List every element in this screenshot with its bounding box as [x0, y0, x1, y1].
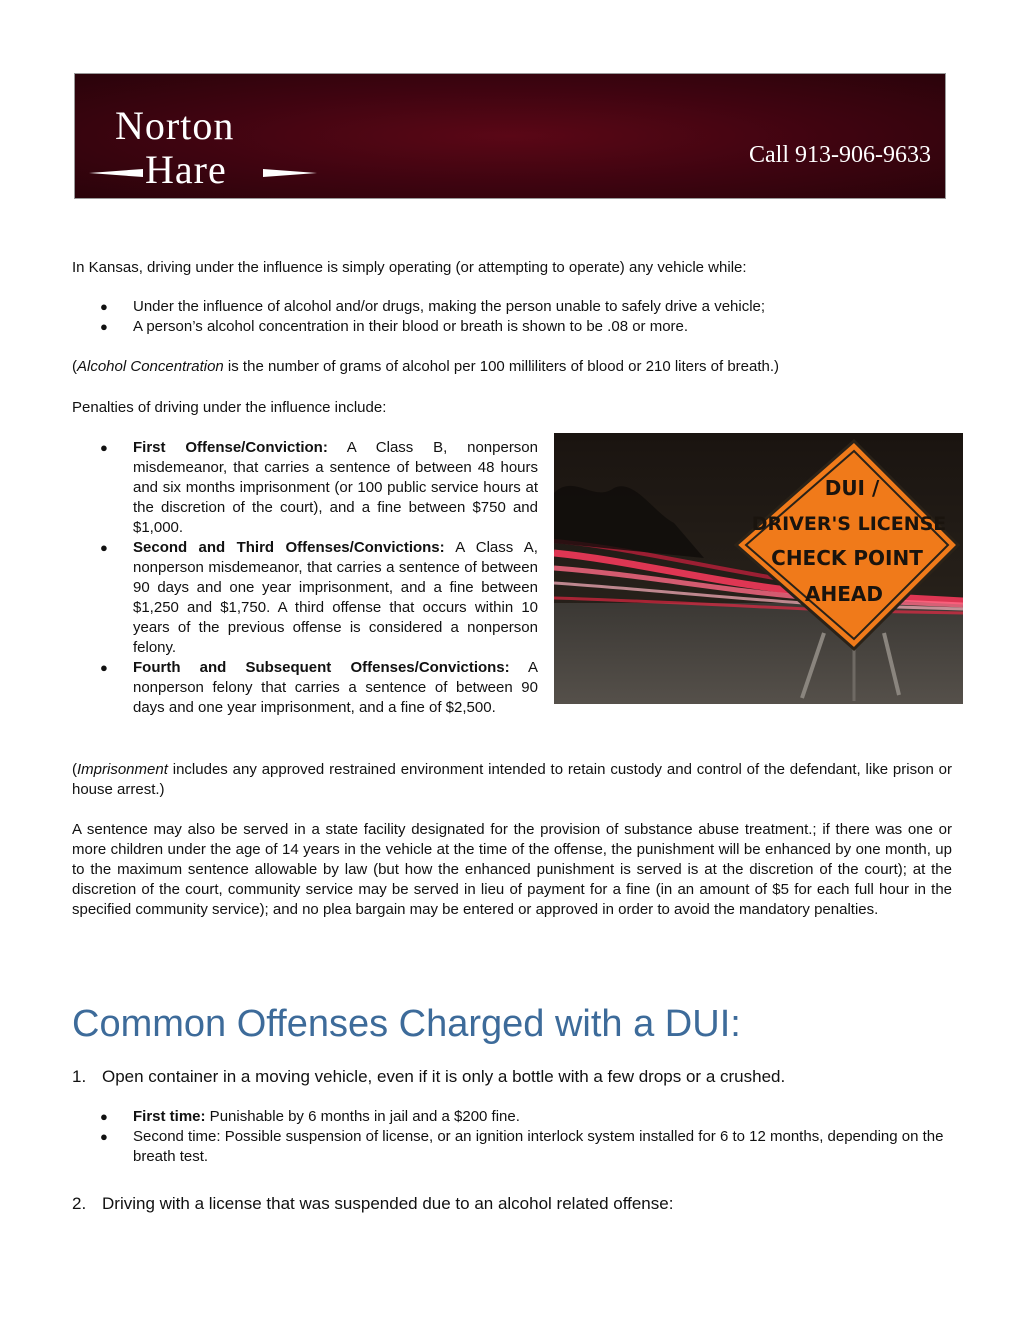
- paren-open: (: [72, 358, 77, 375]
- logo-text-top: Norton: [115, 103, 235, 148]
- header-banner: [74, 73, 946, 199]
- sign-line: AHEAD: [805, 582, 883, 606]
- intro-paragraph: In Kansas, driving under the influence is simply operating (or attempting to operate) any vehicle while:: [72, 259, 747, 276]
- item-number: 1.: [72, 1067, 87, 1086]
- offense-item-2: [72, 1193, 952, 1215]
- bullet-icon: ●: [100, 319, 108, 334]
- item-text: Punishable by 6 months in jail and a $200 fine.: [205, 1108, 520, 1125]
- sign-line: DRIVER'S LICENSE: [751, 513, 947, 535]
- list-item: [72, 297, 952, 317]
- sign-line: CHECK POINT: [771, 546, 923, 570]
- logo-arrow-right-icon: [263, 166, 317, 180]
- sentence-paragraph: A sentence may also be served in a state facility designated for the provision of substance abuse treatment.; if there was one or more children under the age of 14 years in the vehicle at the time of the offense, the punishment will be enhanced by one month, up to the maximum sentence allowable by law (but how the enhanced punishment is served is at the discretion of the court); at the discretion of the court, community service may be served in lieu of payment for a fine (in an amount of $5 for each full hour in the specified community service); and no plea bargain may be entered or approved in order to avoid the mandatory penalties.: [72, 821, 952, 918]
- list-item: [72, 1127, 952, 1167]
- logo-arrow-left-icon: [89, 166, 143, 180]
- bullet-icon: ●: [100, 540, 108, 555]
- logo-text-bottom: Hare: [145, 147, 227, 192]
- condition-text: Under the influence of alcohol and/or drugs, making the person unable to safely drive a vehicle;: [133, 298, 766, 315]
- checkpoint-scene: [554, 433, 963, 704]
- penalty-title: Second and Third Offenses/Convictions:: [133, 539, 445, 556]
- list-item: [72, 1107, 952, 1127]
- penalty-title: Fourth and Subsequent Offenses/Convictions:: [133, 659, 510, 676]
- penalty-text: A Class B, nonperson misdemeanor, that carries a sentence of between 48 hours and six months imprisonment (or 100 public service hours at the discretion of the court), and a fine between $750 and $1,000.: [133, 439, 538, 536]
- definition-text: includes any approved restrained environment intended to retain custody and control of the defendant, like prison or house arrest.): [72, 761, 952, 798]
- sign-line: DUI /: [824, 476, 880, 500]
- list-item: [72, 658, 538, 718]
- penalty-text: A nonperson felony that carries a sentence of between 90 days and one year imprisonment, and a fine of $2,500.: [133, 659, 538, 716]
- offense-item-1: [72, 1066, 952, 1088]
- item-number: 2.: [72, 1194, 87, 1213]
- condition-text: A person’s alcohol concentration in their blood or breath is shown to be .08 or more.: [133, 318, 689, 335]
- offense1-list: [72, 1107, 952, 1167]
- list-item: [72, 317, 952, 337]
- item-title: First time:: [133, 1108, 206, 1125]
- conditions-list: [72, 297, 952, 337]
- penalty-text: A Class A, nonperson misdemeanor, that carries a sentence of between 90 days and one year imprisonment, and a fine between $1,250 and $1,750. A third offense that occurs within 10 years of the previous offense is considered a nonperson felony.: [133, 539, 538, 656]
- norton-hare-logo: [89, 96, 319, 191]
- imprisonment-note: [72, 760, 952, 800]
- bullet-icon: ●: [100, 440, 108, 455]
- term-imprisonment: Imprisonment: [77, 761, 168, 778]
- penalty-title: First Offense/Conviction:: [133, 439, 328, 456]
- bullet-icon: ●: [100, 299, 108, 314]
- item-text: Second time: Possible suspension of license, or an ignition interlock system installed for 6 to 12 months, depending on the breath test.: [133, 1128, 944, 1165]
- penalties-intro: Penalties of driving under the influence include:: [72, 399, 387, 416]
- offense-text: Open container in a moving vehicle, even if it is only a bottle with a few drops or a crushed.: [102, 1067, 786, 1086]
- bullet-icon: ●: [100, 1109, 108, 1124]
- dui-checkpoint-photo: [554, 433, 963, 704]
- list-item: [72, 538, 538, 658]
- list-item: [72, 438, 538, 538]
- term-alcohol-concentration: Alcohol Concentration: [77, 358, 224, 375]
- phone-number[interactable]: Call 913-906-9633: [749, 142, 931, 168]
- bullet-icon: ●: [100, 1129, 108, 1144]
- alcohol-concentration-note: [72, 357, 952, 377]
- offense-text: Driving with a license that was suspended due to an alcohol related offense:: [102, 1194, 674, 1213]
- paren-open: (: [72, 761, 77, 778]
- penalties-list: [72, 438, 538, 718]
- section-heading: Common Offenses Charged with a DUI:: [72, 1003, 741, 1045]
- bullet-icon: ●: [100, 660, 108, 675]
- definition-text: is the number of grams of alcohol per 100 milliliters of blood or 210 liters of breath.): [223, 358, 780, 375]
